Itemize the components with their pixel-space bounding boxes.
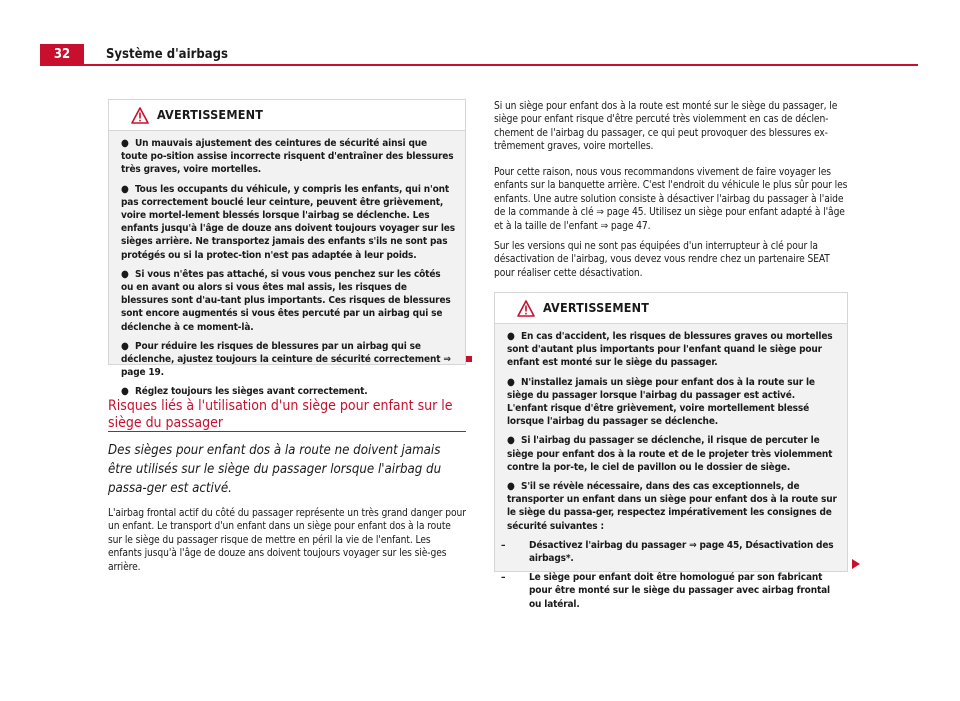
- bullet-icon: ●: [507, 376, 515, 388]
- chapter-title: Système d'airbags: [106, 47, 228, 62]
- warning-item: ● N'installez jamais un siège pour enfant dos à la route sur le siège du passager lorsque l'airbag du passager est activé. L'enfant risque d'être grièvement, voire mortellement blessé lorsque l'airbag du passager se déclenche.: [507, 376, 815, 428]
- warning-item: ● En cas d'accident, les risques de blessures graves ou mortelles sont d'autant plus importants pour l'enfant quand le siège pour enfant est monté sur le siège du passager.: [507, 331, 833, 369]
- bullet-icon: ●: [121, 268, 129, 280]
- warning-item: ● Si vous n'êtes pas attaché, si vous vous penchez sur les côtés ou en avant ou alors si vous êtes mal assis, les risques de blessures sont d'au-tant plus importants. Ces risques de blessures sont encore augmentés si vous êtes percuté par un airbag qui se déclenche à ce moment-là.: [121, 268, 451, 333]
- warning-triangle-icon: [517, 300, 535, 317]
- warning-item: ● Pour réduire les risques de blessures par un airbag qui se déclenche, ajustez toujours la ceinture de sécurité correctement ⇒ page 19.: [121, 340, 451, 379]
- continue-arrow-icon: [852, 559, 860, 569]
- bullet-icon: ●: [121, 340, 129, 352]
- section-intro: Des sièges pour enfant dos à la route ne doivent jamais être utilisés sur le siège du passager lorsque l'airbag du passa-ger est activé.: [108, 443, 442, 496]
- warning-header: [109, 100, 465, 131]
- bullet-icon: ●: [121, 183, 129, 195]
- end-of-section-marker-icon: [466, 356, 472, 362]
- warning-box-right: [494, 292, 848, 610]
- warning-item: ● Si l'airbag du passager se déclenche, il risque de percuter le siège pour enfant dos à la route et de le projeter très violemment contre la por-te, le ciel de pavillon ou le dossier de siège.: [507, 435, 833, 473]
- body-paragraph: Si un siège pour enfant dos à la route est monté sur le siège du passager, le siège pour enfant risque d'être percuté très violemment en cas de déclen-chement de l'airbag du passager, ce qui peut provoquer des blessures ex-trêmement graves, voire mortelles.: [494, 101, 838, 153]
- warning-triangle-icon: [131, 107, 149, 124]
- warning-body: [495, 324, 847, 621]
- bullet-icon: ●: [507, 331, 515, 342]
- page-number: 32: [40, 44, 84, 66]
- warning-item: ● Réglez toujours les sièges avant correctement.: [121, 386, 368, 398]
- warning-body: [109, 131, 465, 409]
- body-paragraph: Sur les versions qui ne sont pas équipées d'un interrupteur à clé pour la désactivation de l'airbag, vous devez vous rendre chez un partenaire SEAT pour réaliser cette désactivation.: [494, 241, 830, 279]
- warning-box-left: [108, 99, 466, 398]
- bullet-icon: ●: [121, 386, 129, 398]
- warning-item: ● S'il se révèle nécessaire, dans des cas exceptionnels, de transporter un enfant dans un siège pour enfant dos à la route sur le siège du passa-ger, respectez impérativement les consignes de sécurité suivantes :: [507, 481, 837, 532]
- section-heading-rule: [108, 431, 466, 432]
- warning-sub-item: – Le siège pour enfant doit être homologué par son fabricant pour être monté sur le siège du passager avec airbag frontal ou latéral.: [501, 572, 830, 610]
- section-heading: Risques liés à l'utilisation d'un siège pour enfant sur le siège du passager: [108, 398, 453, 431]
- warning-item: ● Un mauvais ajustement des ceintures de sécurité ainsi que toute po-sition assise incorrecte risquent d'entraîner des blessures très graves, voire mortelles.: [121, 138, 454, 176]
- dash-icon: –: [501, 539, 506, 551]
- bullet-icon: ●: [507, 435, 515, 447]
- dash-icon: –: [501, 572, 506, 584]
- warning-header: [495, 293, 847, 324]
- warning-sub-item: – Désactivez l'airbag du passager ⇒ page 45, Désactivation des airbags*.: [501, 539, 834, 565]
- warning-title: AVERTISSEMENT: [157, 107, 264, 122]
- page-header: [40, 44, 918, 66]
- header-rule: [84, 64, 918, 66]
- bullet-icon: ●: [507, 481, 515, 493]
- section-body-paragraph: L'airbag frontal actif du côté du passager représente un très grand danger pour un enfant. Le transport d'un enfant dans un siège pour enfant dos à la route sur le siège du passager risque de mettre en péril la vie de l'enfant. Les enfants jusqu'à l'âge de douze ans doivent toujours voyager sur les siè-ges arrière.: [108, 508, 466, 573]
- warning-title: AVERTISSEMENT: [543, 300, 650, 315]
- body-paragraph: Pour cette raison, nous vous recommandons vivement de faire voyager les enfants sur la banquette arrière. C'est l'endroit du véhicule le plus sûr pour les enfants. Une autre solution consiste à désactiver l'airbag du passager à l'aide de la commande à clé ⇒ page 45. Utilisez un siège pour enfant adapté à l'âge et à la taille de l'enfant ⇒ page 47.: [494, 167, 848, 232]
- warning-item: ● Tous les occupants du véhicule, y compris les enfants, qui n'ont pas correctement bouclé leur ceinture, peuvent être grièvement, voire mortel-lement blessés lorsque l'airbag se déclenche. Les enfants jusqu'à l'âge de douze ans doivent toujours voyager sur les sièges arrière. Ne transportez jamais des enfants s'ils ne sont pas protégés ou si la protec-tion n'est pas adaptée à leur poids.: [121, 183, 455, 261]
- bullet-icon: ●: [121, 138, 129, 149]
